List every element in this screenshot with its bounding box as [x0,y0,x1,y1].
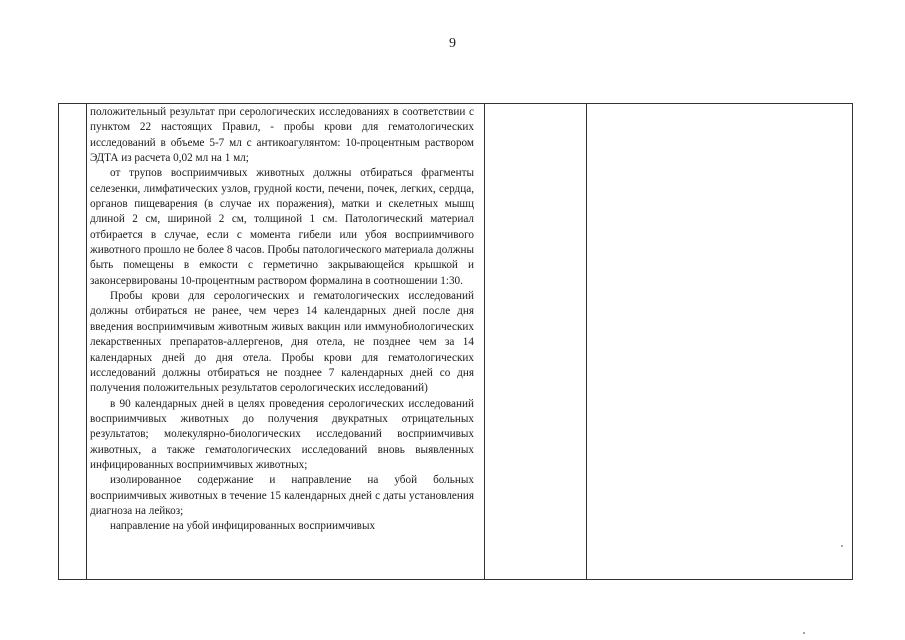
paragraph-90-days: в 90 календарных дней в целях проведения серологических исследований восприимчивых животных до получения двукратных отрицательных результатов; молекулярно-биологических исследований восприимчивых животных, а также гематологических исследований вновь выявленных инфицированных восприимчивых животных; [90,397,474,471]
measures-text-cell [90,105,474,579]
page-number: 9 [449,36,456,51]
paragraph-blood-samples: положительный результат при серологических исследованиях в соответствии с пунктом 22 настоящих Правил, - пробы крови для гематологических исследований в объеме 5-7 мл с антикоагулянтом: 10-процентным раствором ЭДТА из расчета 0,02 мл на 1 мл; [90,106,474,165]
column-divider-1 [86,104,87,579]
paragraph-carcass-samples: от трупов восприимчивых животных должны отбираться фрагменты селезенки, лимфатических узлов, грудной кости, печени, почек, легких, сердца, органов пищеварения (в случае их поражения), матки и скелетных мышц длиной 2 см, шириной 2 см, толщиной 1 см. Патологический материал отбирается в случае, если с момента гибели или убоя восприимчивого животного прошло не более 8 часов. Пробы патологического материала должны быть помещены в емкости с герметично закрывающейся крышкой и законсервированы 10-процентным раствором формалина в соотношении 1:30. [90,167,474,287]
document-table [58,103,853,580]
paragraph-isolation: изолированное содержание и направление на убой больных восприимчивых животных в течение 15 календарных дней с даты установления диагноза на лейкоз; [90,474,474,517]
column-divider-3 [586,104,587,579]
column-divider-2 [484,104,485,579]
paragraph-sampling-timing: Пробы крови для серологических и гематологических исследований должны отбираться не ранее, чем через 14 календарных дней после дня введения восприимчивым животным живых вакцин или иммунобиологических лекарственных препаратов-аллергенов, дня отела, не позднее чем за 14 календарных дней до дня отела. Пробы крови для гематологических исследований должны отбираться не позднее 7 календарных дней со дня получения положительных результатов серологических исследований) [90,290,474,395]
scan-speck [841,545,843,547]
paragraph-slaughter: направление на убой инфицированных восприимчивых [110,520,376,533]
scan-speck [803,632,805,634]
